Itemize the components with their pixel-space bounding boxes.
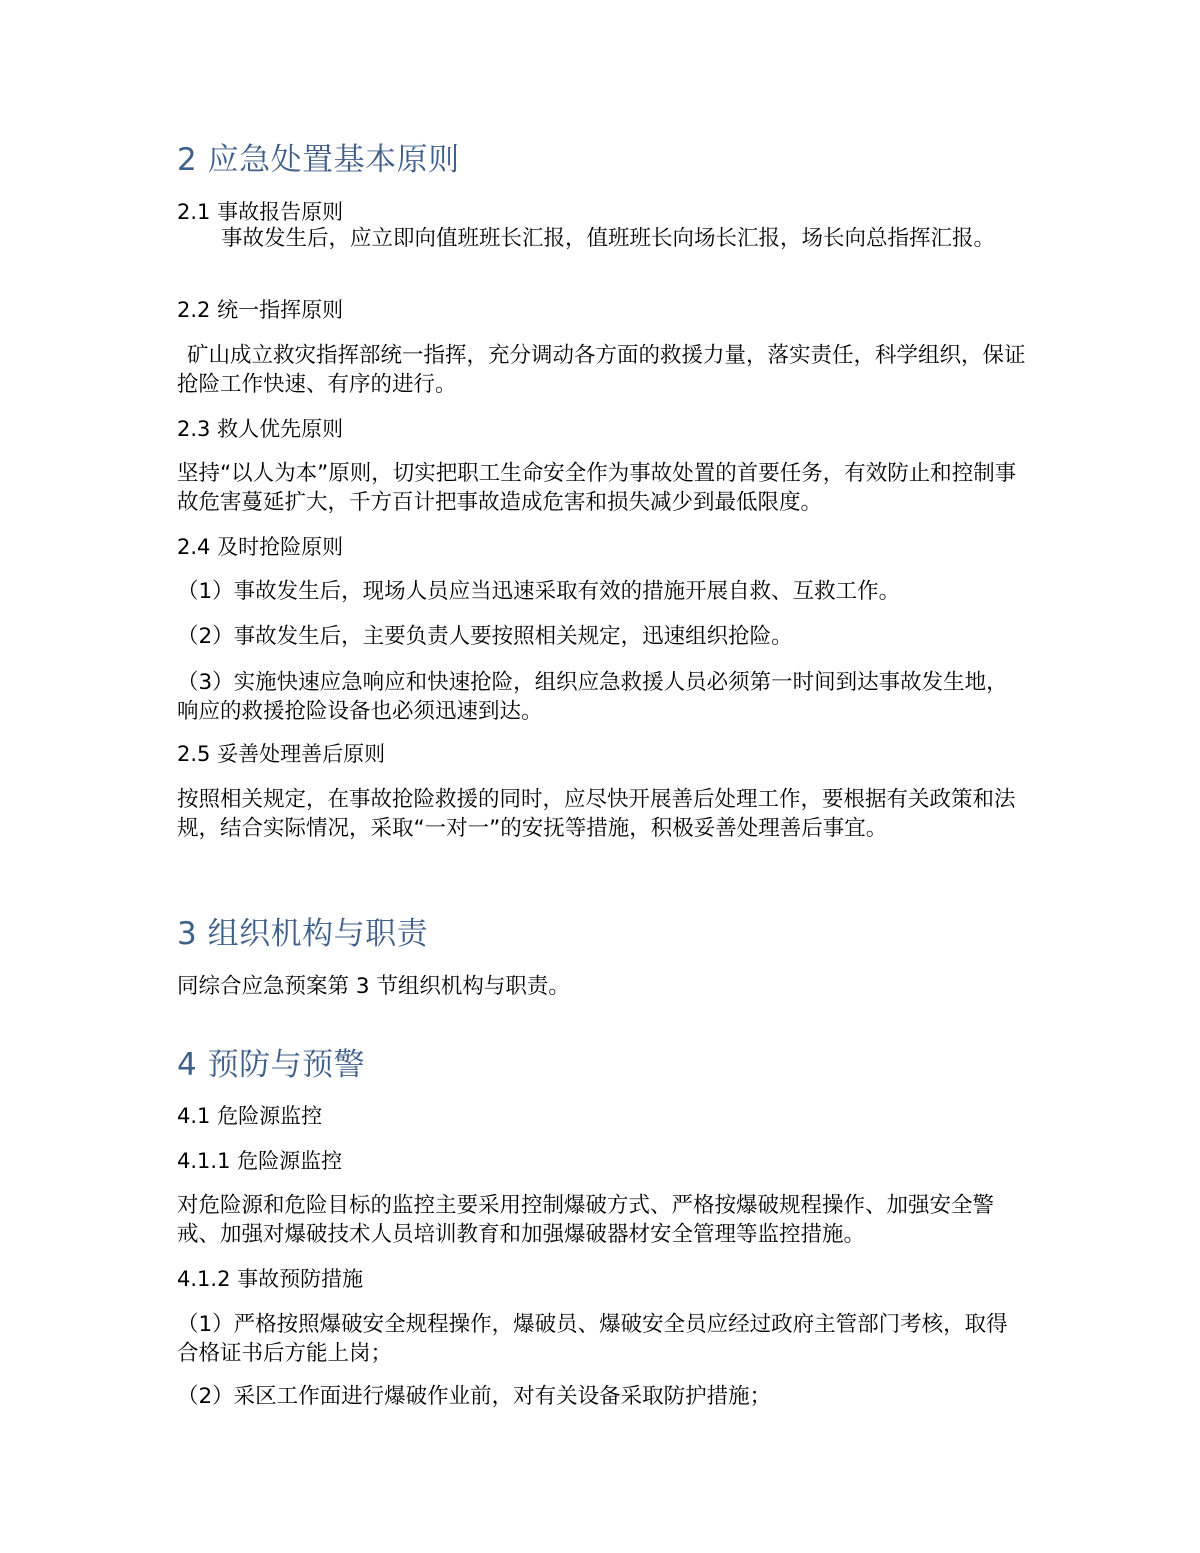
section-2-1-heading: 2.1 事故报告原则 [177,200,344,224]
section-2-5-heading: 2.5 妥善处理善后原则 [177,742,386,766]
section-2-1-text: 事故发生后，应立即向值班班长汇报，值班班长向场长汇报，场长向总指挥汇报。 [221,226,996,251]
section-3-text: 同综合应急预案第 3 节组织机构与职责。 [177,974,570,999]
section-2-4-item-3: （3）实施快速应急响应和快速抢险，组织应急救援人员必须第一时间到达事故发生地，响应的救援抢险设备也必须迅速到达。 [177,670,1008,724]
section-2-4-item-2: （2）事故发生后，主要负责人要按照相关规定，迅速组织抢险。 [177,624,793,649]
section-2-2-heading: 2.2 统一指挥原则 [177,298,344,322]
section-2-3-heading: 2.3 救人优先原则 [177,417,344,441]
section-2-3-text: 坚持“以人为本”原则，切实把职工生命安全作为事故处置的首要任务，有效防止和控制事故危害蔓延扩大，千方百计把事故造成危害和损失减少到最低限度。 [177,461,1017,515]
section-4-1-2-heading: 4.1.2 事故预防措施 [177,1267,364,1291]
document-page [177,0,1037,1553]
section-2-5-text: 按照相关规定，在事故抢险救援的同时，应尽快开展善后处理工作，要根据有关政策和法规，结合实际情况，采取“一对一”的安抚等措施，积极妥善处理善后事宜。 [177,787,1016,841]
section-2-4-heading: 2.4 及时抢险原则 [177,535,344,559]
section-2-title: 2 应急处置基本原则 [177,142,460,178]
section-4-1-1-heading: 4.1.1 危险源监控 [177,1149,343,1173]
section-4-1-1-text: 对危险源和危险目标的监控主要采用控制爆破方式、严格按爆破规程操作、加强安全警戒、加强对爆破技术人员培训教育和加强爆破器材安全管理等监控措施。 [177,1193,995,1247]
section-4-1-2-item-2: （2）采区工作面进行爆破作业前，对有关设备采取防护措施； [177,1384,772,1409]
section-2-2-text: 矿山成立救灾指挥部统一指挥，充分调动各方面的救援力量，落实责任，科学组织，保证抢险工作快速、有序的进行。 [177,343,1026,397]
section-3-title: 3 组织机构与职责 [177,916,429,952]
section-2-4-item-1: （1）事故发生后，现场人员应当迅速采取有效的措施开展自救、互救工作。 [177,579,901,604]
section-4-1-heading: 4.1 危险源监控 [177,1104,323,1128]
section-4-1-2-item-1: （1）严格按照爆破安全规程操作，爆破员、爆破安全员应经过政府主管部门考核，取得合格证书后方能上岗； [177,1312,1008,1366]
section-4-title: 4 预防与预警 [177,1047,366,1083]
